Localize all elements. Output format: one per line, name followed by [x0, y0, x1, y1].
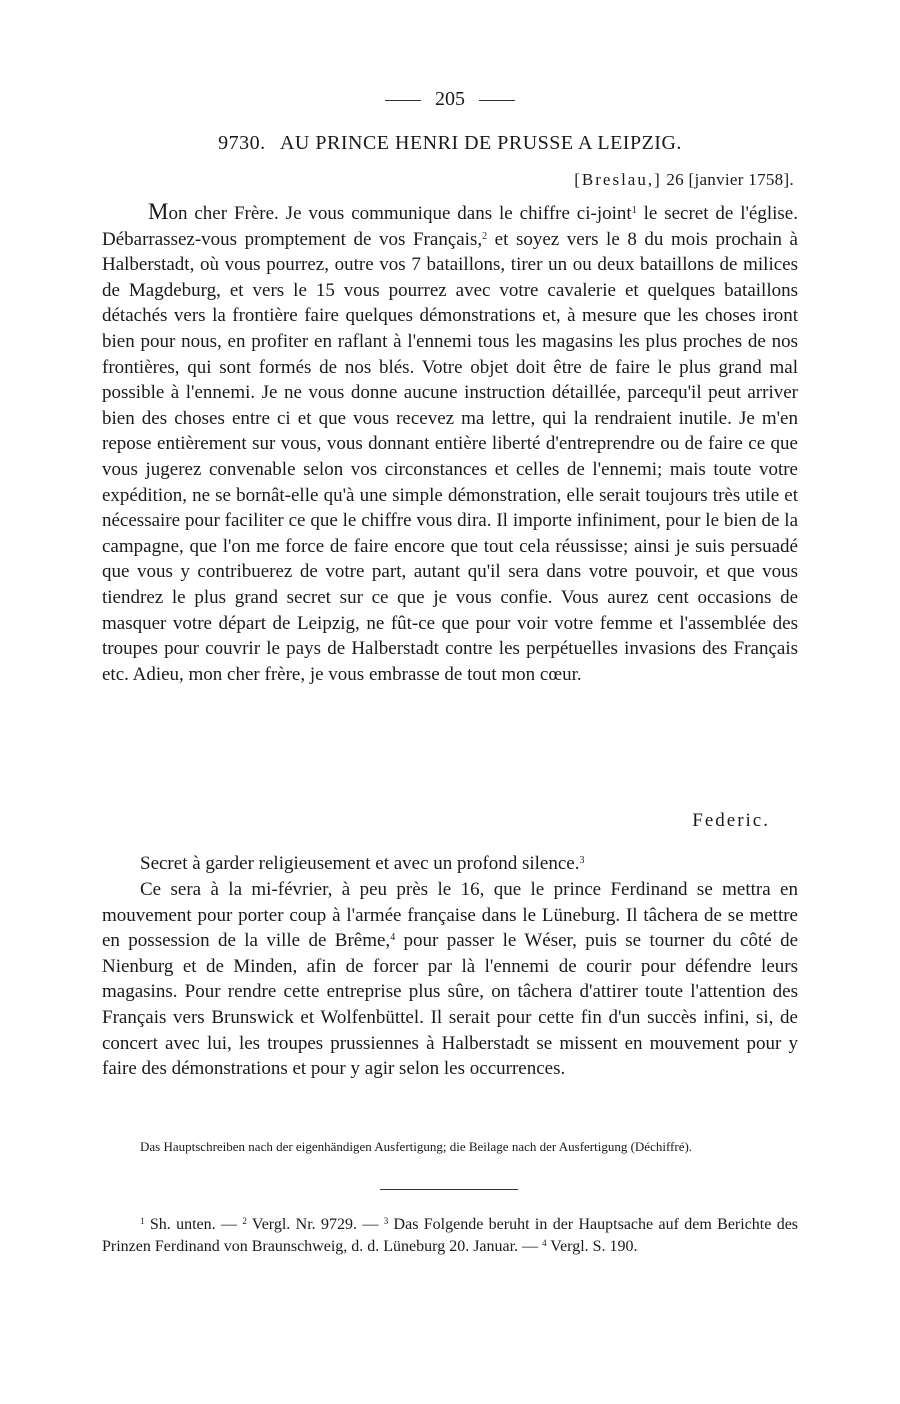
footnote-divider — [380, 1189, 518, 1190]
footnote-2-marker: 2 — [242, 1216, 247, 1226]
dateline-place: [Breslau,] — [574, 170, 662, 189]
footnote-ref-2: 2 — [482, 230, 488, 242]
footnote-1-text: Sh. unten. — — [144, 1216, 243, 1233]
footnote-3-text: Das Folgende beruht in der Hauptsache auf dem Berichte des Prinzen Ferdinand von Braunschweig, d. d. Lüneburg 20. Januar. — — [102, 1216, 799, 1255]
dateline — [574, 170, 794, 190]
enclosure-intro — [102, 851, 798, 877]
letter-number: 9730. — [218, 132, 266, 154]
letter-text-2: le secret de l'église. Débarrassez-vous promptement de vos Français, — [102, 203, 798, 250]
letter-body — [102, 199, 798, 687]
letter-heading — [100, 132, 800, 155]
footnote-1-marker: 1 — [140, 1216, 145, 1226]
folio-dash-left — [385, 100, 421, 101]
footnote-ref-1: 1 — [631, 205, 637, 216]
source-note: Das Hauptschreiben nach der eigenhändigen Ausfertigung; die Beilage nach der Ausfertigung (Déchiffré). — [140, 1139, 693, 1154]
footnote-ref-3: 3 — [579, 855, 585, 866]
letter-text-1: on cher Frère. Je vous communique dans le chiffre ci-joint — [168, 203, 632, 224]
footnotes — [102, 1214, 798, 1258]
signature: Federic. — [692, 810, 770, 831]
folio-dash-right — [479, 100, 515, 101]
enclosure-text-2: pour passer le Wéser, puis se tourner du côté de Nienburg et de Minden, afin de forcer par là l'ennemi de courir pour défendre leurs magasins. Pour rendre cette entreprise plus sûre, on tâchera d'attirer toute l'attention des Français vers Brunswick et Wolfenbüttel. Il serait pour cette fin d'un succès infini, si, de concert avec lui, les troupes prussiennes à Halberstadt se missent en mouvement pour y faire des démonstrations et pour y agir selon les occurrences. — [102, 930, 799, 1080]
dateline-date: 26 [janvier 1758]. — [666, 170, 794, 189]
page-number-line — [0, 88, 900, 111]
letter-text-3: et soyez vers le 8 du mois prochain à Halberstadt, où vous pourrez, outre vos 7 bataillons, tirer un ou deux bataillons de milices de Magdeburg, et vers le 15 vous pourrez avec votre cavalerie et quelques bataillons détachés vers la frontière faire quelques démonstrations et, à mesure que les choses iront bien pour nous, en profiter en raflant à l'ennemi tous les magasins les plus proches de nos frontières, qui sont formés de nos blés. Votre objet doit être de faire le plus grand mal possible à l'ennemi. Je ne vous donne aucune instruction détaillée, parcequ'il peut arriver bien des choses entre ci et que vous recevez ma lettre, qui la rendraient inutile. Je m'en repose entièrement sur vous, vous donnant entière liberté d'entreprendre ou de faire ce que vous jugerez convenable selon vos circonstances et celles de l'ennemi; mais toute votre expédition, ne se bornât-elle qu'à une simple démonstration, elle serait toujours très utile et nécessaire pour faciliter ce que le chiffre vous dira. Il importe infiniment, pour le bien de la campagne, que l'on me force de faire encore que tout cela réussisse; ainsi je suis persuadé que vous y contribuerez de votre part, autant qu'il sera dans votre pouvoir, et que vous tiendrez le plus grand secret sur ce que je vous confie. Vous aurez cent occasions de masquer votre départ de Leipzig, ne fût-ce que pour voir votre femme et l'assemblée des troupes pour couvrir le pays de Halberstadt contre les perpétuelles invasions des Français etc. Adieu, mon cher frère, je vous embrasse de tout mon cœur. — [102, 228, 798, 685]
footnote-4-marker: 4 — [542, 1238, 547, 1248]
footnote-2-text: Vergl. Nr. 9729. — — [246, 1216, 384, 1233]
letter-initial: M — [148, 199, 169, 224]
footnote-ref-4: 4 — [390, 932, 396, 944]
page-number: 205 — [435, 88, 465, 110]
enclosure-text-1: Ce sera à la mi-février, à peu près le 16, que le prince Ferdinand se mettra en mouvement pour porter coup à l'armée française dans le Lüneburg. Il tâchera de se mettre en possession de la ville de Brême, — [102, 879, 798, 952]
enclosure-intro-text: Secret à garder religieusement et avec un profond silence. — [140, 853, 580, 874]
enclosure-body — [102, 877, 798, 1082]
footnote-4-text: Vergl. S. 190. — [546, 1238, 638, 1255]
letter-title: AU PRINCE HENRI DE PRUSSE A LEIPZIG. — [279, 132, 682, 154]
footnote-3-marker: 3 — [383, 1216, 389, 1226]
